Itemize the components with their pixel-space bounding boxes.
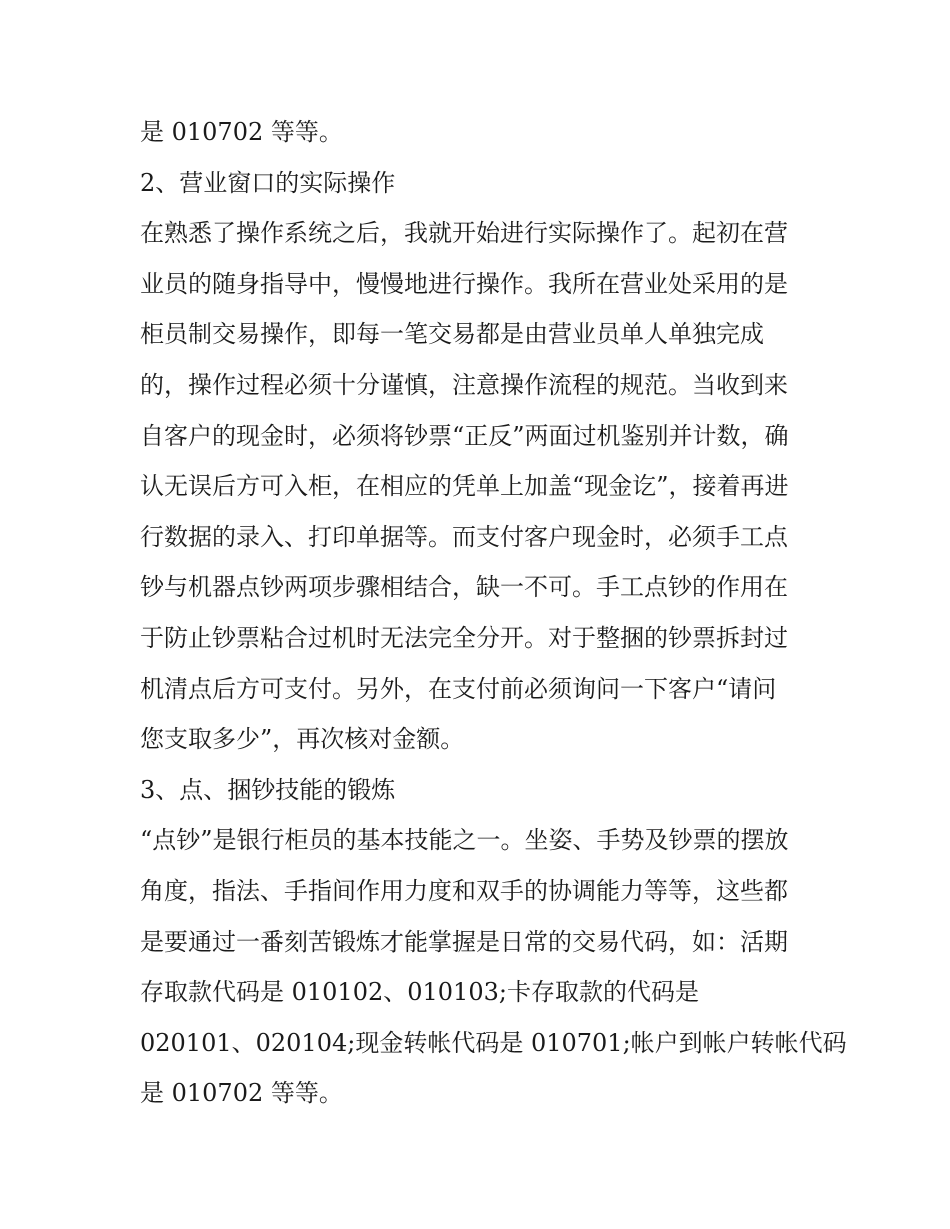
text-line: 业员的随身指导中，慢慢地进行操作。我所在营业处采用的是 [140,269,788,298]
text-line: 认无误后方可入柜，在相应的凭单上加盖“现金讫”，接着再进 [140,472,789,501]
text-line: 是要通过一番刻苦锻炼才能掌握是日常的交易代码，如：活期 [140,927,788,956]
text-line: 您支取多少”，再次核对金额。 [140,725,465,754]
text-line: 在熟悉了操作系统之后，我就开始进行实际操作了。起初在营 [140,219,788,248]
text-line: 机清点后方可支付。另外，在支付前必须询问一下客户“请问 [140,674,777,703]
text-line: “点钞”是银行柜员的基本技能之一。坐姿、手势及钞票的摆放 [140,826,789,855]
document-body [140,107,847,1119]
text-line: 自客户的现金时，必须将钞票“正反”两面过机鉴别并计数，确 [140,421,789,450]
section-heading: 2、营业窗口的实际操作 [140,168,396,197]
text-line: 角度，指法、手指间作用力度和双手的协调能力等等，这些都 [140,876,788,905]
text-line: 020101、020104;现金转帐代码是 010701;帐户到帐户转帐代码 [140,1028,847,1057]
text-line: 是 010702 等等。 [140,1079,343,1108]
text-line: 行数据的录入、打印单据等。而支付客户现金时，必须手工点 [140,522,788,551]
text-line: 于防止钞票粘合过机时无法完全分开。对于整捆的钞票拆封过 [140,623,788,652]
section-heading: 3、点、捆钞技能的锻炼 [140,775,396,804]
text-line: 是 010702 等等。 [140,118,343,146]
text-line: 存取款代码是 010102、010103;卡存取款的代码是 [140,978,699,1007]
text-line: 钞与机器点钞两项步骤相结合，缺一不可。手工点钞的作用在 [140,573,788,602]
text-line: 柜员制交易操作，即每一笔交易都是由营业员单人单独完成 [140,320,764,349]
text-line: 的，操作过程必须十分谨慎，注意操作流程的规范。当收到来 [140,370,788,399]
